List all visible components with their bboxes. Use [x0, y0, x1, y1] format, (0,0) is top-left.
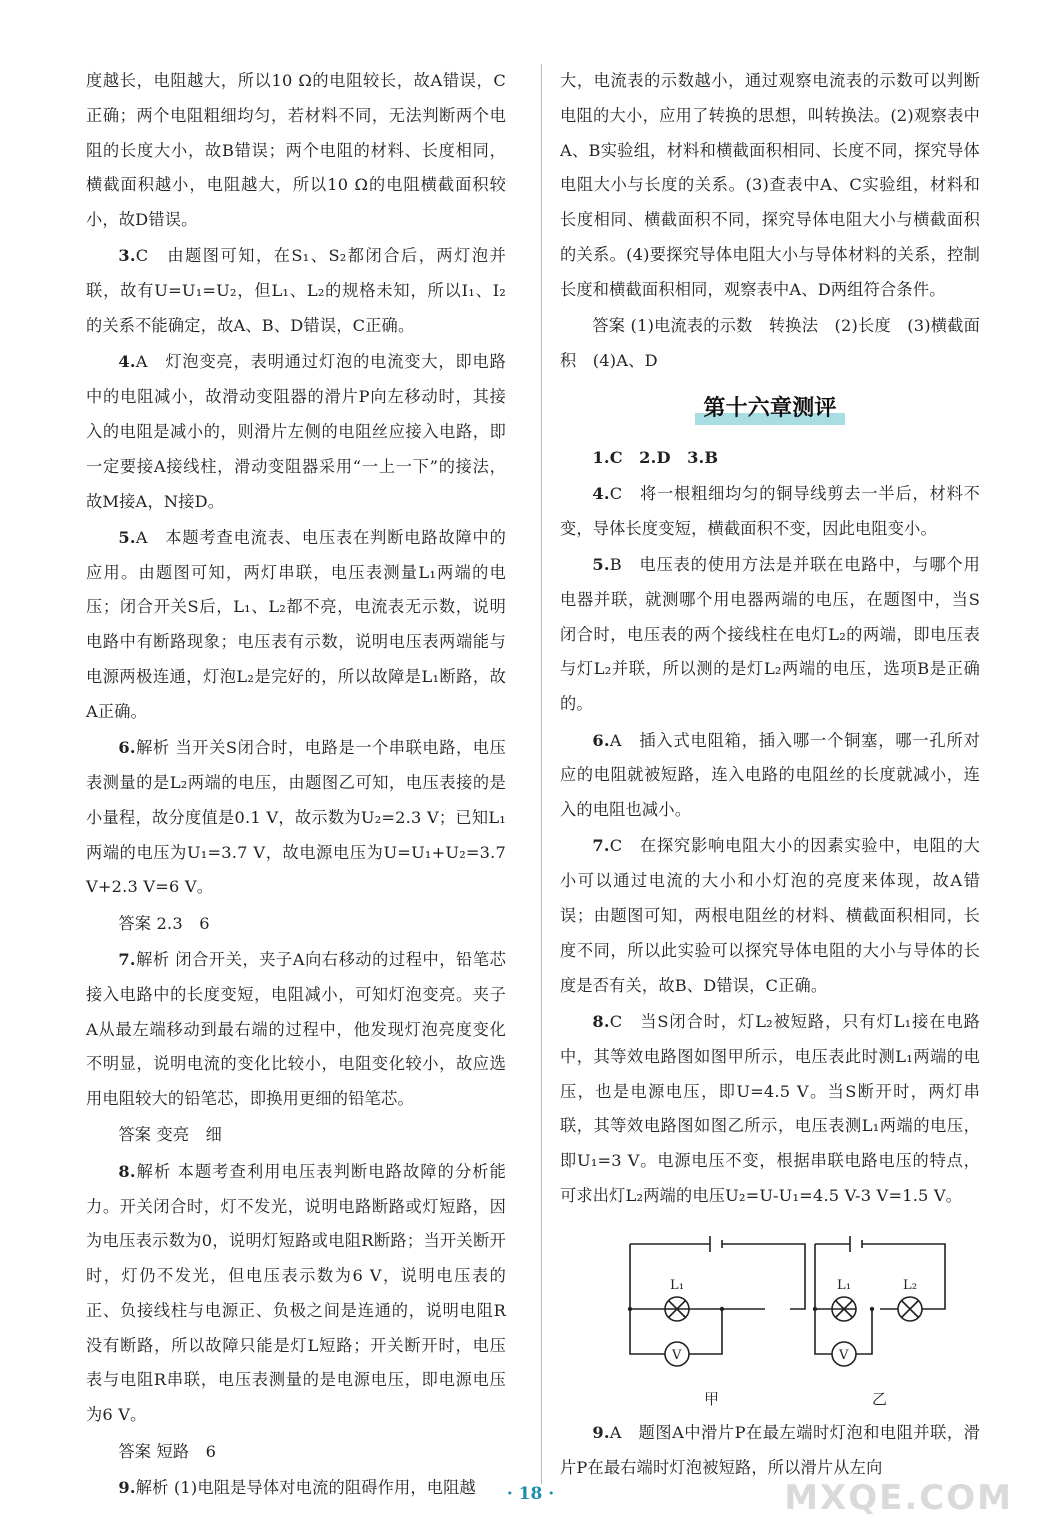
- voltmeter-label: V: [672, 1347, 682, 1363]
- item-number: 7.: [592, 836, 610, 856]
- paragraph-text: A 本题考查电流表、电压表在判断电路故障中的应用。由题图可知，两灯串联，电压表测量L₁两端的电压；闭合开关S后，L₁、L₂都不亮，电流表无示数，说明电路中有断路现象；电压表有示数，说明电压表两端能与电源两极连通，灯泡L₂是完好的，所以故障是L₁断路，故A正确。: [86, 527, 506, 721]
- paragraph: [560, 829, 980, 1003]
- paragraph: [86, 345, 506, 519]
- item-number: 4.: [592, 483, 610, 503]
- answer-text: 1.C 2.D 3.B: [592, 447, 719, 467]
- item-number: 9.: [118, 1477, 136, 1497]
- chapter-title: 第十六章测评: [560, 391, 980, 427]
- circuit-diagrams: [560, 1224, 980, 1416]
- caption-left: 甲: [704, 1389, 720, 1408]
- answer-line: [86, 1118, 506, 1153]
- paragraph: [86, 731, 506, 905]
- paragraph-text: C 当S闭合时，灯L₂被短路，只有灯L₁接在电路中，其等效电路图如图甲所示，电压表此时测L₁两端的电压，也是电源电压，即U=4.5 V。当S断开时，两灯串联，其等效电路图如图乙所示，电压表测L₁两端的电压，即U₁=3 V。电源电压不变，根据串联电路电压的特点，可求出灯L₂两端的电压U₂=U-U₁=4.5 V-3 V=1.5 V。: [560, 1011, 980, 1205]
- item-number: 4.: [118, 352, 136, 372]
- paragraph: [86, 943, 506, 1117]
- paragraph: [560, 1005, 980, 1214]
- paragraph-text: C 在探究影响电阻大小的因素实验中，电阻的大小可以通过电流的大小和小灯泡的亮度来体现，故A错误；由题图可知，两根电阻丝的材料、横截面积相同，长度不同，所以此实验可以探究导体电阻的大小与导体的长度是否有关，故B、D错误，C正确。: [560, 836, 980, 995]
- item-number: 8.: [592, 1011, 610, 1031]
- paragraph-text: 度越长，电阻越大，所以10 Ω的电阻较长，故A错误，C正确；两个电阻粗细均匀，若材料不同，无法判断两个电阻的长度大小，故B错误；两个电阻的材料、长度相同，横截面积越小，电阻越大，所以10 Ω的电阻横截面积较小，故D错误。: [86, 71, 506, 230]
- circuit-svg: [610, 1224, 980, 1414]
- right-column: [560, 64, 980, 1487]
- paragraph: [86, 64, 506, 238]
- paragraph: [86, 239, 506, 343]
- answer-line: [86, 907, 506, 942]
- paragraph-text: 大，电流表的示数越小，通过观察电流表的示数可以判断电阻的大小，应用了转换的思想，叫转换法。(2)观察表中A、B实验组，材料和横截面积相同、长度不同，探究导体电阻大小与长度的关系。(3)查表中A、C实验组，材料和长度相同、横截面积不同，探究导体电阻大小与横截面积的关系。(4)要探究导体电阻大小与导体材料的关系，控制长度和横截面积相同，观察表中A、D两组符合条件。: [560, 71, 980, 299]
- answer-text: 答案 短路 6: [118, 1441, 217, 1461]
- paragraph-text: 解析 闭合开关，夹子A向右移动的过程中，铅笔芯接入电路中的长度变短，电阻减小，可知灯泡变亮。夹子A从最左端移动到最右端的过程中，他发现灯泡亮度变化不明显，说明电流的变化比较小，电阻变化较小，故应选用电阻较大的铅笔芯，即换用更细的铅笔芯。: [86, 949, 506, 1109]
- answer-line: [560, 309, 980, 379]
- paragraph-text: C 由题图可知，在S₁、S₂都闭合后，两灯泡并联，故有U=U₁=U₂，但L₁、L₂的规格未知，所以I₁、I₂的关系不能确定，故A、B、D错误，C正确。: [86, 246, 506, 336]
- paragraph-text: 解析 (1)电阻是导体对电流的阻碍作用，电阻越: [135, 1477, 476, 1497]
- circuit-right: [815, 1236, 945, 1366]
- paragraph: [560, 64, 980, 308]
- paragraph: [560, 724, 980, 828]
- item-number: 3.: [118, 246, 136, 266]
- answer-text: 答案 (1)电流表的示数 转换法 (2)长度 (3)横截面积 (4)A、D: [560, 316, 980, 370]
- watermark: MXQE.COM: [784, 1478, 1013, 1518]
- answer-text: 答案 变亮 细: [118, 1125, 223, 1145]
- item-number: 5.: [592, 555, 610, 575]
- paragraph: [560, 1416, 980, 1486]
- paragraph-text: 解析 本题考查利用电压表判断电路故障的分析能力。开关闭合时，灯不发光，说明电路断路或灯短路，因为电压表示数为0，说明灯短路或电阻R断路；当开关断开时，灯仍不发光，但电压表示数为6 V，说明电压表的正、负接线柱与电源正、负极之间是连通的，说明电阻R没有断路，所以故障只能是灯L短路；开关断开时，电压表与电阻R串联，电压表测量的是电源电压，即电源电压为6 V。: [86, 1161, 506, 1425]
- paragraph: [86, 1155, 506, 1433]
- item-number: 7.: [118, 949, 136, 969]
- lamp-label: L₂: [903, 1277, 918, 1293]
- column-divider: [541, 64, 542, 1484]
- item-number: 6.: [592, 730, 610, 750]
- paragraph-text: 解析 当开关S闭合时，电路是一个串联电路，电压表测量的是L₂两端的电压，由题图乙可知，电压表接的是小量程，故分度值是0.1 V，故示数为U₂=2.3 V；已知L₁两端的电压为U₁=3.7 V，故电源电压为U=U₁+U₂=3.7 V+2.3 V=6 V。: [86, 738, 506, 897]
- paragraph-text: A 题图A中滑片P在最左端时灯泡和电阻并联，滑片P在最右端时灯泡被短路，所以滑片从左向: [560, 1422, 980, 1477]
- paragraph-text: A 灯泡变亮，表明通过灯泡的电流变大，即电路中的电阻减小，故滑动变阻器的滑片P向左移动时，其接入的电阻是减小的，则滑片左侧的电阻丝应接入电路，即一定要接A接线柱，滑动变阻器采用“一上一下”的接法，故M接A，N接D。: [86, 352, 506, 511]
- paragraph: [86, 521, 506, 730]
- left-column: [86, 64, 506, 1507]
- paragraph-text: A 插入式电阻箱，插入哪一个铜塞，哪一孔所对应的电阻就被短路，连入电路的电阻丝的长度就减小，连入的电阻也减小。: [560, 730, 980, 820]
- item-number: 5.: [118, 527, 136, 547]
- paragraph: [560, 477, 980, 547]
- item-number: 9.: [592, 1422, 610, 1442]
- page-number: · 18 ·: [506, 1484, 555, 1504]
- paragraph: [560, 548, 980, 722]
- lamp-label: L₁: [837, 1277, 852, 1293]
- lamp-label: L₁: [670, 1277, 685, 1293]
- voltmeter-label: V: [839, 1347, 849, 1363]
- circuit-left: [630, 1236, 805, 1366]
- caption-right: 乙: [872, 1389, 888, 1408]
- item-number: 6.: [118, 738, 136, 758]
- paragraph-text: B 电压表的使用方法是并联在电路中，与哪个用电器并联，就测哪个用电器两端的电压，在题图中，当S闭合时，电压表的两个接线柱在电灯L₂的两端，即电压表与灯L₂并联，所以测的是灯L₂两端的电压，选项B是正确的。: [560, 555, 980, 714]
- item-number: 8.: [118, 1161, 136, 1181]
- answer-text: 答案 2.3 6: [118, 913, 210, 933]
- paragraph-text: C 将一根粗细均匀的铜导线剪去一半后，材料不变，导体长度变短，横截面积不变，因此电阻变小。: [560, 483, 980, 538]
- answer-line: [86, 1435, 506, 1470]
- answer-list: [560, 441, 980, 476]
